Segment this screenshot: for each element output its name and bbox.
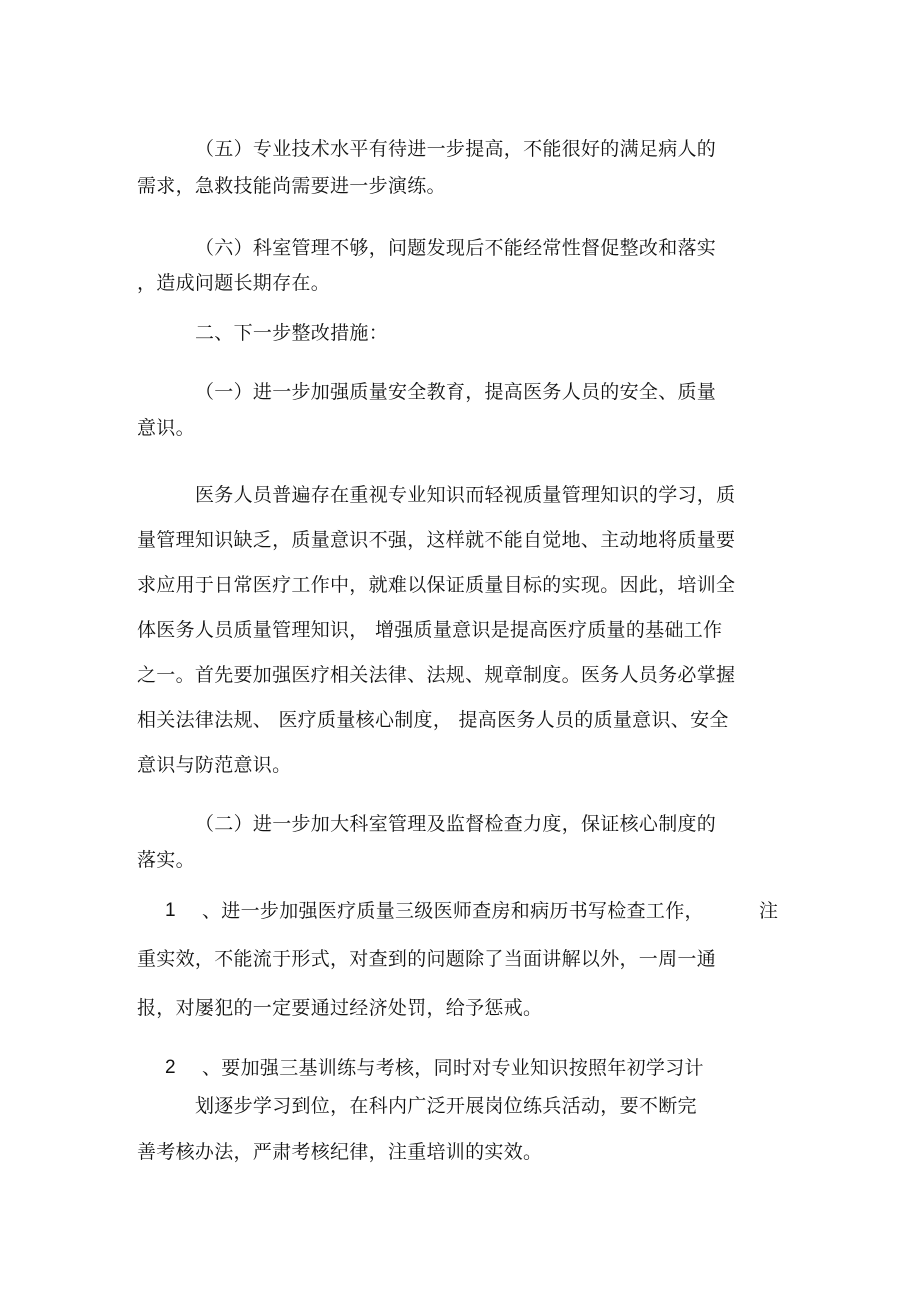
- list-item-1-number: 1: [165, 900, 176, 921]
- section5-line2: 需求，急救技能尚需要进一步演练。: [137, 175, 446, 197]
- measure2-line2: 落实。: [137, 849, 195, 871]
- list-item-1-line2: 重实效，不能流于形式，对查到的问题除了当面讲解以外，一周一通: [137, 948, 717, 970]
- list-item-2-line2: 划逐步学习到位，在科内广泛开展岗位练兵活动，要不断完: [195, 1095, 697, 1117]
- measure1-line2: 意识。: [137, 417, 195, 439]
- paragraph-line6: 相关法律法规、 医疗质量核心制度， 提高医务人员的质量意识、安全: [137, 709, 729, 731]
- section-heading-2: 二、下一步整改措施：: [195, 322, 389, 344]
- paragraph-line7: 意识与防范意识。: [137, 754, 292, 776]
- paragraph-line4: 体医务人员质量管理知识， 增强质量意识是提高医疗质量的基础工作: [137, 619, 723, 641]
- section5-line1: （五）专业技术水平有待进一步提高，不能很好的满足病人的: [195, 138, 717, 160]
- measure1-line1: （一）进一步加强质量安全教育，提高医务人员的安全、质量: [195, 381, 717, 403]
- list-item-2-line1: 、要加强三基训练与考核，同时对专业知识按照年初学习计: [202, 1057, 704, 1079]
- paragraph-line3: 求应用于日常医疗工作中，就难以保证质量目标的实现。因此，培训全: [137, 574, 736, 596]
- list-item-2-line3: 善考核办法，严肃考核纪律，注重培训的实效。: [137, 1141, 543, 1163]
- section6-line2: ，造成问题长期存在。: [137, 272, 331, 294]
- paragraph-line1: 医务人员普遍存在重视专业知识而轻视质量管理知识的学习，质: [195, 484, 736, 506]
- list-item-1-line1: 、进一步加强医疗质量三级医师查房和病历书写检查工作，: [202, 900, 704, 922]
- paragraph-line5: 之一。首先要加强医疗相关法律、法规、规章制度。医务人员务必掌握: [137, 664, 736, 686]
- measure2-line1: （二）进一步加大科室管理及监督检查力度，保证核心制度的: [195, 813, 717, 835]
- list-item-2-number: 2: [165, 1057, 176, 1078]
- list-item-1-line1-tail: 注: [759, 900, 779, 922]
- list-item-1-line3: 报，对屡犯的一定要通过经济处罚，给予惩戒。: [137, 997, 543, 1019]
- paragraph-line2: 量管理知识缺乏，质量意识不强，这样就不能自觉地、主动地将质量要: [137, 529, 736, 551]
- section6-line1: （六）科室管理不够，问题发现后不能经常性督促整改和落实: [195, 237, 717, 259]
